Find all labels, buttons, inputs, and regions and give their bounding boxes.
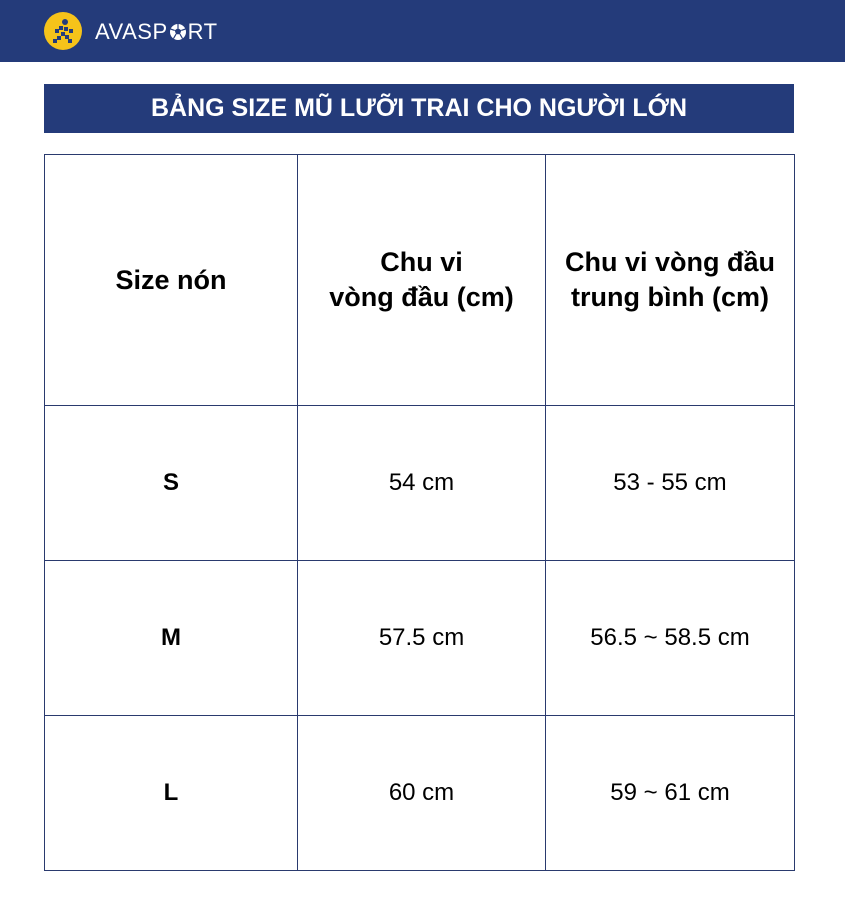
average-cell: 56.5 ~ 58.5 cm [546,561,795,716]
circumference-cell: 60 cm [298,716,546,871]
top-header-bar [0,0,845,62]
average-cell: 59 ~ 61 cm [546,716,795,871]
circumference-cell: 57.5 cm [298,561,546,716]
column-header-line: vòng đầu (cm) [329,282,514,312]
size-chart-table [44,154,795,871]
table-row [45,406,795,561]
column-header-line: Chu vi [380,247,463,277]
column-header-line: Size nón [115,264,227,295]
column-header-size [45,155,298,406]
average-cell: 53 - 55 cm [546,406,795,561]
brand-logo-text[interactable] [95,19,218,45]
brand-name-prefix: AVA [95,19,138,44]
size-cell: M [45,561,298,716]
column-header-circumference [298,155,546,406]
circumference-cell: 54 cm [298,406,546,561]
table-row [45,716,795,871]
column-header-line: Chu vi vòng đầu [564,247,775,277]
running-player-icon[interactable] [44,12,82,50]
size-cell: L [45,716,298,871]
page-title: BẢNG SIZE MŨ LƯỠI TRAI CHO NGƯỜI LỚN [44,84,794,133]
column-header-line: trung bình (cm) [571,282,769,312]
table-header-row [45,155,795,406]
brand-name-suffix: RT [187,19,218,44]
column-header-average [546,155,795,406]
soccer-ball-icon [169,21,187,39]
table-row [45,561,795,716]
size-cell: S [45,406,298,561]
brand-name-mid: SP [137,19,168,44]
